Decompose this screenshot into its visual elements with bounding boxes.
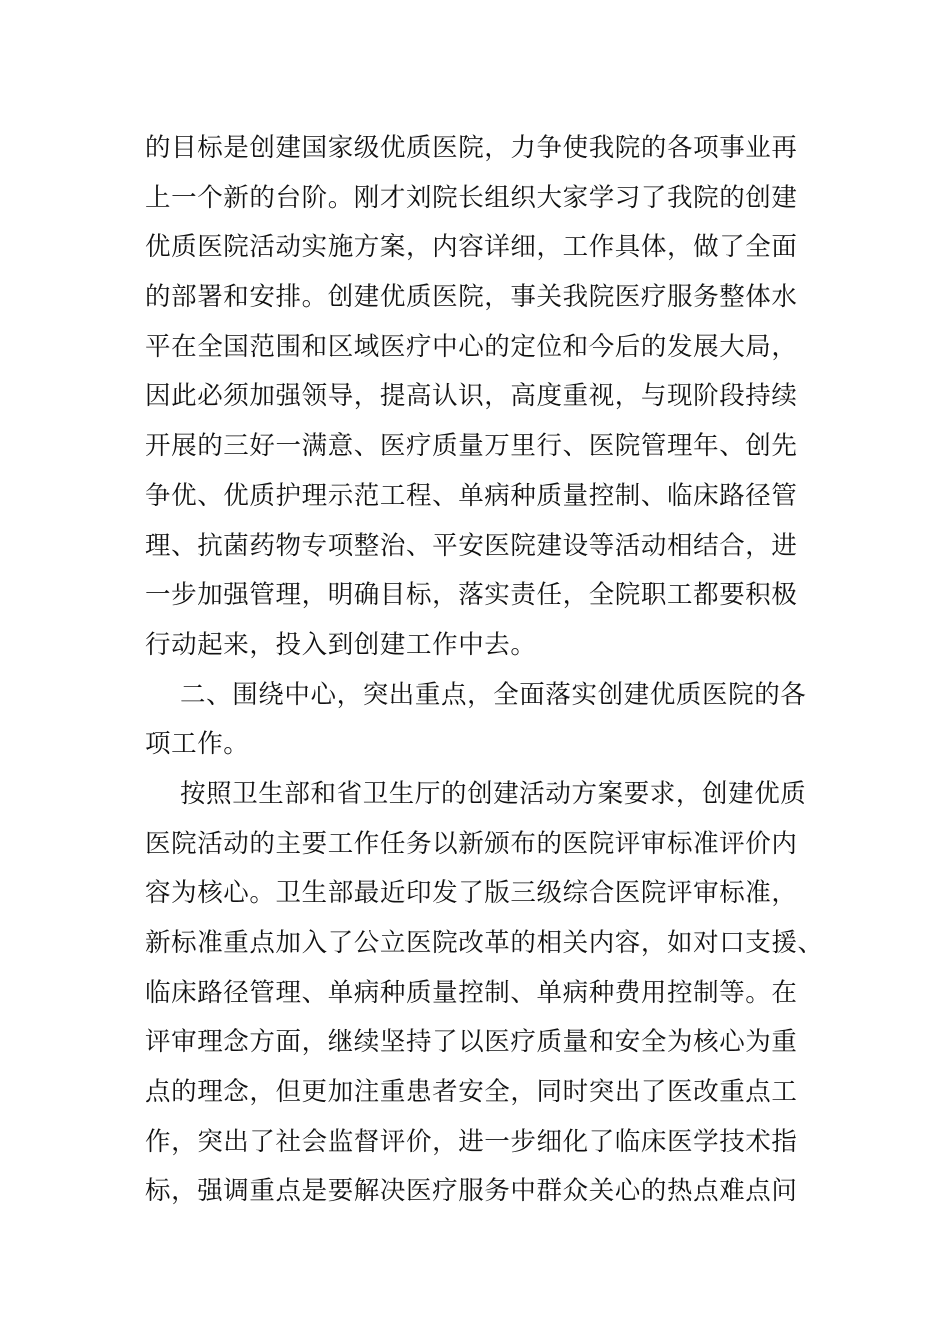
text-line: 医院活动的主要工作任务以新颁布的医院评审标准评价内: [145, 828, 798, 859]
section-heading-line: 项工作。: [145, 729, 250, 760]
text-line: 理、抗菌药物专项整治、平安医院建设等活动相结合，进: [145, 530, 798, 561]
text-line: 一步加强管理，明确目标，落实责任，全院职工都要积极: [145, 580, 798, 611]
text-line: 作，突出了社会监督评价，进一步细化了临床医学技术指: [145, 1126, 798, 1157]
text-line: 平在全国范围和区域医疗中心的定位和今后的发展大局，: [145, 331, 798, 362]
text-line: 因此必须加强领导，提高认识，高度重视，与现阶段持续: [145, 381, 798, 412]
text-line: 标，强调重点是要解决医疗服务中群众关心的热点难点问: [145, 1176, 798, 1207]
text-line: 行动起来，投入到创建工作中去。: [145, 629, 537, 660]
section-heading-line: 二、围绕中心，突出重点，全面落实创建优质医院的各: [180, 679, 807, 710]
text-line: 上一个新的台阶。刚才刘院长组织大家学习了我院的创建: [145, 182, 798, 213]
text-line: 的部署和安排。创建优质医院，事关我院医疗服务整体水: [145, 282, 798, 313]
text-line: 争优、优质护理示范工程、单病种质量控制、临床路径管: [145, 480, 798, 511]
text-line: 临床路径管理、单病种质量控制、单病种费用控制等。在: [145, 977, 798, 1008]
text-line: 评审理念方面，继续坚持了以医疗质量和安全为核心为重: [145, 1027, 798, 1058]
text-line: 开展的三好一满意、医疗质量万里行、医院管理年、创先: [145, 431, 798, 462]
text-line: 容为核心。卫生部最近印发了版三级综合医院评审标准，: [145, 878, 798, 909]
body-text: [145, 124, 845, 1217]
text-line: 的目标是创建国家级优质医院，力争使我院的各项事业再: [145, 133, 798, 163]
text-line: 点的理念，但更加注重患者安全，同时突出了医改重点工: [145, 1077, 798, 1108]
text-line: 按照卫生部和省卫生厅的创建活动方案要求，创建优质: [180, 778, 807, 809]
text-line: 新标准重点加入了公立医院改革的相关内容，如对口支援、: [145, 928, 824, 958]
text-line: 优质医院活动实施方案，内容详细，工作具体，做了全面: [145, 232, 798, 263]
